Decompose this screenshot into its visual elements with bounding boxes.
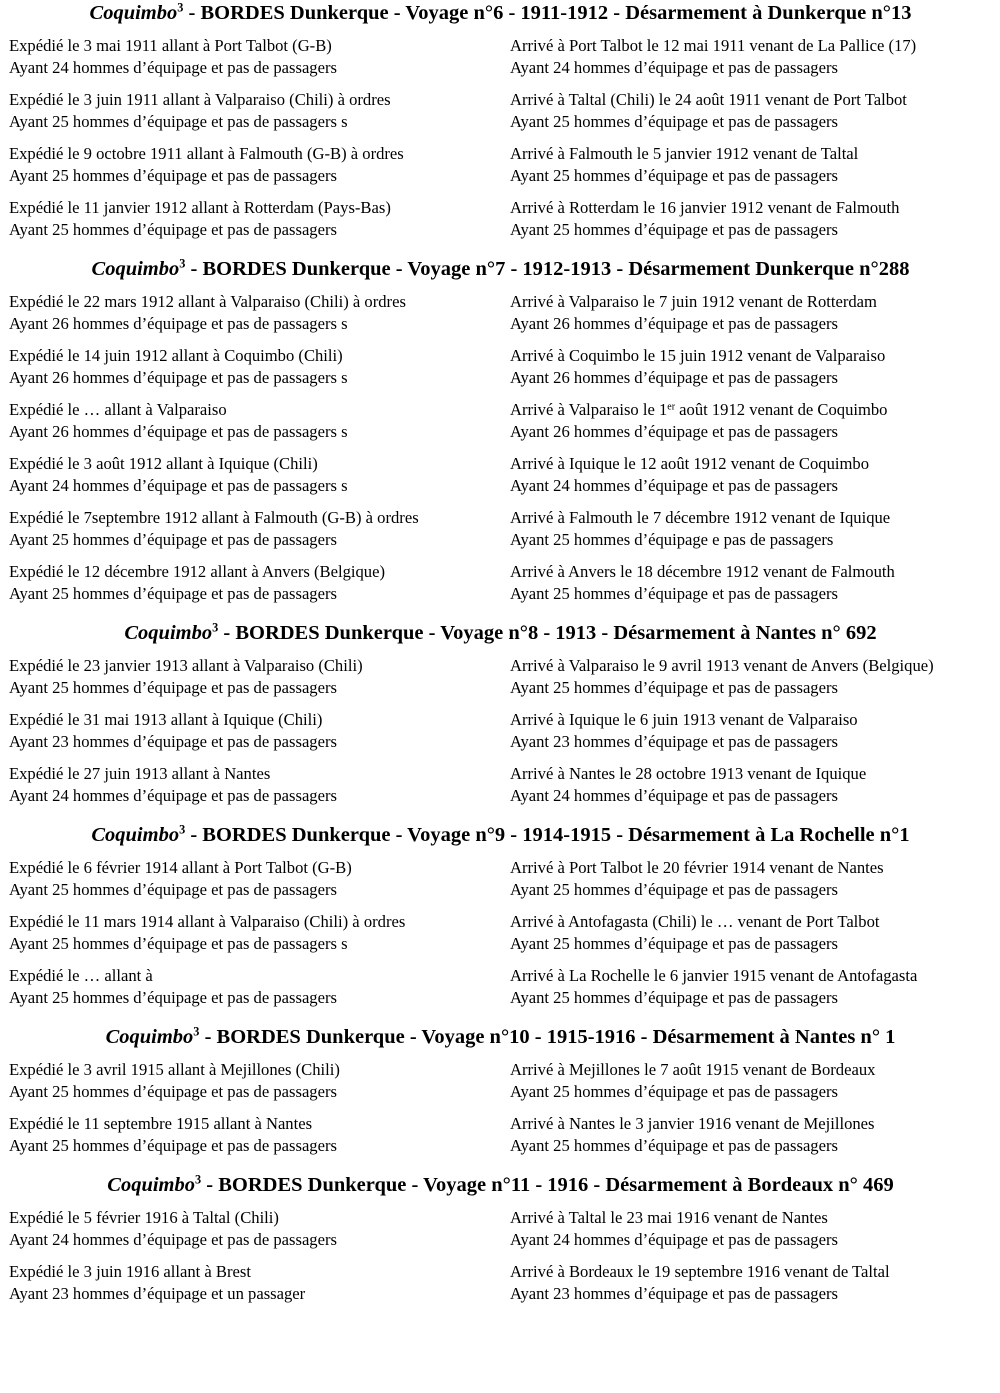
voyage-section bbox=[9, 822, 1000, 1009]
crew-line: Ayant 24 hommes d’équipage et pas de passagers bbox=[510, 58, 838, 77]
departure-line: Expédié le 22 mars 1912 allant à Valparaiso (Chili) à ordres bbox=[9, 292, 406, 311]
ship-number-superscript: 3 bbox=[195, 1172, 202, 1187]
voyage-title bbox=[9, 1024, 1000, 1051]
voyage-entries bbox=[9, 655, 1000, 807]
arrival-entry bbox=[510, 1261, 1000, 1305]
arrival-entry bbox=[510, 143, 1000, 187]
arrival-entry bbox=[510, 857, 1000, 901]
crew-line: Ayant 26 hommes d’équipage et pas de passagers bbox=[510, 314, 838, 333]
voyage-title-text: - BORDES Dunkerque - Voyage n°11 - 1916 - Désarmement à Bordeaux n° 469 bbox=[201, 1174, 894, 1196]
arrival-entry bbox=[510, 561, 1000, 605]
voyage-entry-row bbox=[9, 1261, 1000, 1305]
arrival-entry bbox=[510, 763, 1000, 807]
crew-line: Ayant 25 hommes d’équipage e pas de passagers bbox=[510, 530, 834, 549]
departure-line: Expédié le 3 avril 1915 allant à Mejillones (Chili) bbox=[9, 1060, 340, 1079]
arrival-line: Arrivé à Valparaiso le 7 juin 1912 venant de Rotterdam bbox=[510, 292, 877, 311]
voyage-entry-row bbox=[9, 655, 1000, 699]
departure-entry bbox=[9, 763, 510, 807]
departure-entry bbox=[9, 399, 510, 443]
ship-number-superscript: 3 bbox=[179, 256, 186, 271]
arrival-entry bbox=[510, 709, 1000, 753]
voyage-entry-row bbox=[9, 507, 1000, 551]
arrival-line: Arrivé à Port Talbot le 12 mai 1911 venant de La Pallice (17) bbox=[510, 36, 917, 55]
arrival-line: Arrivé à Valparaiso le 1er août 1912 venant de Coquimbo bbox=[510, 400, 888, 419]
departure-entry bbox=[9, 965, 510, 1009]
voyage-title bbox=[9, 256, 1000, 283]
voyage-title-text: - BORDES Dunkerque - Voyage n°8 - 1913 - Désarmement à Nantes n° 692 bbox=[218, 622, 877, 644]
arrival-line: Arrivé à Falmouth le 7 décembre 1912 venant de Iquique bbox=[510, 508, 891, 527]
arrival-line: Arrivé à Taltal (Chili) le 24 août 1911 venant de Port Talbot bbox=[510, 90, 907, 109]
crew-line: Ayant 25 hommes d’équipage et pas de passagers s bbox=[9, 112, 348, 131]
departure-entry bbox=[9, 143, 510, 187]
arrival-entry bbox=[510, 965, 1000, 1009]
departure-entry bbox=[9, 291, 510, 335]
crew-line: Ayant 26 hommes d’équipage et pas de passagers s bbox=[9, 422, 348, 441]
voyage-section bbox=[9, 1024, 1000, 1157]
voyage-section bbox=[9, 1172, 1000, 1305]
departure-entry bbox=[9, 345, 510, 389]
arrival-line: Arrivé à Nantes le 3 janvier 1916 venant de Mejillones bbox=[510, 1114, 875, 1133]
arrival-entry bbox=[510, 35, 1000, 79]
crew-line: Ayant 24 hommes d’équipage et pas de passagers bbox=[9, 1230, 337, 1249]
ship-number-superscript: 3 bbox=[177, 0, 184, 15]
voyage-entry-row bbox=[9, 291, 1000, 335]
voyage-section bbox=[9, 256, 1000, 605]
departure-entry bbox=[9, 911, 510, 955]
voyage-entries bbox=[9, 857, 1000, 1009]
arrival-entry bbox=[510, 911, 1000, 955]
voyage-entries bbox=[9, 35, 1000, 241]
voyage-entry-row bbox=[9, 399, 1000, 443]
arrival-entry bbox=[510, 1059, 1000, 1103]
departure-entry bbox=[9, 561, 510, 605]
departure-line: Expédié le 9 octobre 1911 allant à Falmouth (G-B) à ordres bbox=[9, 144, 404, 163]
departure-entry bbox=[9, 89, 510, 133]
ship-number-superscript: 3 bbox=[179, 822, 186, 837]
ship-number-superscript: 3 bbox=[212, 620, 219, 635]
departure-entry bbox=[9, 197, 510, 241]
arrival-entry bbox=[510, 197, 1000, 241]
crew-line: Ayant 25 hommes d’équipage et pas de passagers bbox=[510, 678, 838, 697]
arrival-line: Arrivé à Anvers le 18 décembre 1912 venant de Falmouth bbox=[510, 562, 895, 581]
departure-entry bbox=[9, 453, 510, 497]
departure-line: Expédié le 11 janvier 1912 allant à Rotterdam (Pays-Bas) bbox=[9, 198, 391, 217]
voyage-entries bbox=[9, 1207, 1000, 1305]
crew-line: Ayant 25 hommes d’équipage et pas de passagers bbox=[9, 1136, 337, 1155]
departure-line: Expédié le 23 janvier 1913 allant à Valparaiso (Chili) bbox=[9, 656, 363, 675]
arrival-line: Arrivé à Port Talbot le 20 février 1914 venant de Nantes bbox=[510, 858, 884, 877]
voyage-entry-row bbox=[9, 143, 1000, 187]
arrival-entry bbox=[510, 453, 1000, 497]
ship-name: Coquimbo bbox=[89, 2, 178, 24]
crew-line: Ayant 25 hommes d’équipage et pas de passagers bbox=[9, 220, 337, 239]
arrival-entry bbox=[510, 291, 1000, 335]
voyage-title bbox=[9, 620, 1000, 647]
arrival-line: Arrivé à Taltal le 23 mai 1916 venant de Nantes bbox=[510, 1208, 828, 1227]
crew-line: Ayant 25 hommes d’équipage et pas de passagers bbox=[9, 584, 337, 603]
departure-entry bbox=[9, 35, 510, 79]
departure-line: Expédié le 12 décembre 1912 allant à Anvers (Belgique) bbox=[9, 562, 385, 581]
arrival-line: Arrivé à Valparaiso le 9 avril 1913 venant de Anvers (Belgique) bbox=[510, 656, 934, 675]
ship-name: Coquimbo bbox=[105, 1026, 194, 1048]
arrival-line: Arrivé à Antofagasta (Chili) le … venant de Port Talbot bbox=[510, 912, 880, 931]
departure-line: Expédié le 6 février 1914 allant à Port Talbot (G-B) bbox=[9, 858, 352, 877]
departure-entry bbox=[9, 857, 510, 901]
departure-entry bbox=[9, 507, 510, 551]
arrival-line: Arrivé à Rotterdam le 16 janvier 1912 venant de Falmouth bbox=[510, 198, 900, 217]
crew-line: Ayant 25 hommes d’équipage et pas de passagers bbox=[9, 880, 337, 899]
departure-line: Expédié le 3 juin 1916 allant à Brest bbox=[9, 1262, 251, 1281]
departure-line: Expédié le 11 septembre 1915 allant à Nantes bbox=[9, 1114, 313, 1133]
voyage-entry-row bbox=[9, 965, 1000, 1009]
crew-line: Ayant 26 hommes d’équipage et pas de passagers bbox=[510, 422, 838, 441]
departure-line: Expédié le 14 juin 1912 allant à Coquimbo (Chili) bbox=[9, 346, 343, 365]
departure-line: Expédié le 3 juin 1911 allant à Valparaiso (Chili) à ordres bbox=[9, 90, 391, 109]
crew-line: Ayant 25 hommes d’équipage et pas de passagers bbox=[9, 678, 337, 697]
departure-entry bbox=[9, 1059, 510, 1103]
crew-line: Ayant 23 hommes d’équipage et pas de passagers bbox=[510, 1284, 838, 1303]
voyage-title-text: - BORDES Dunkerque - Voyage n°10 - 1915-1916 - Désarmement à Nantes n° 1 bbox=[199, 1026, 896, 1048]
departure-line: Expédié le 27 juin 1913 allant à Nantes bbox=[9, 764, 271, 783]
voyage-entry-row bbox=[9, 763, 1000, 807]
arrival-line: Arrivé à Falmouth le 5 janvier 1912 venant de Taltal bbox=[510, 144, 859, 163]
crew-line: Ayant 25 hommes d’équipage et pas de passagers bbox=[510, 1136, 838, 1155]
voyage-entry-row bbox=[9, 1059, 1000, 1103]
crew-line: Ayant 24 hommes d’équipage et pas de passagers bbox=[9, 58, 337, 77]
crew-line: Ayant 25 hommes d’équipage et pas de passagers bbox=[510, 584, 838, 603]
crew-line: Ayant 26 hommes d’équipage et pas de passagers s bbox=[9, 368, 348, 387]
voyage-section bbox=[9, 0, 1000, 241]
crew-line: Ayant 26 hommes d’équipage et pas de passagers s bbox=[9, 314, 348, 333]
arrival-line: Arrivé à Mejillones le 7 août 1915 venant de Bordeaux bbox=[510, 1060, 876, 1079]
departure-line: Expédié le 7septembre 1912 allant à Falmouth (G-B) à ordres bbox=[9, 508, 419, 527]
departure-entry bbox=[9, 709, 510, 753]
ship-name: Coquimbo bbox=[91, 824, 180, 846]
crew-line: Ayant 25 hommes d’équipage et pas de passagers bbox=[510, 988, 838, 1007]
voyage-entry-row bbox=[9, 453, 1000, 497]
crew-line: Ayant 24 hommes d’équipage et pas de passagers s bbox=[9, 476, 348, 495]
crew-line: Ayant 24 hommes d’équipage et pas de passagers bbox=[9, 786, 337, 805]
arrival-line: Arrivé à Coquimbo le 15 juin 1912 venant de Valparaiso bbox=[510, 346, 886, 365]
crew-line: Ayant 24 hommes d’équipage et pas de passagers bbox=[510, 786, 838, 805]
crew-line: Ayant 23 hommes d’équipage et pas de passagers bbox=[9, 732, 337, 751]
voyage-entry-row bbox=[9, 857, 1000, 901]
voyage-entry-row bbox=[9, 561, 1000, 605]
voyage-entry-row bbox=[9, 89, 1000, 133]
crew-line: Ayant 26 hommes d’équipage et pas de passagers bbox=[510, 368, 838, 387]
voyage-entry-row bbox=[9, 1207, 1000, 1251]
ship-name: Coquimbo bbox=[124, 622, 213, 644]
voyage-entries bbox=[9, 1059, 1000, 1157]
departure-line: Expédié le … allant à bbox=[9, 966, 153, 985]
arrival-line: Arrivé à Nantes le 28 octobre 1913 venant de Iquique bbox=[510, 764, 867, 783]
crew-line: Ayant 25 hommes d’équipage et pas de passagers bbox=[9, 530, 337, 549]
voyage-entry-row bbox=[9, 1113, 1000, 1157]
departure-entry bbox=[9, 1261, 510, 1305]
voyage-entries bbox=[9, 291, 1000, 605]
ship-name: Coquimbo bbox=[107, 1174, 195, 1196]
arrival-entry bbox=[510, 1207, 1000, 1251]
voyage-entry-row bbox=[9, 35, 1000, 79]
departure-line: Expédié le 3 août 1912 allant à Iquique (Chili) bbox=[9, 454, 318, 473]
arrival-entry bbox=[510, 399, 1000, 443]
voyage-entry-row bbox=[9, 911, 1000, 955]
crew-line: Ayant 23 hommes d’équipage et pas de passagers bbox=[510, 732, 838, 751]
voyage-entry-row bbox=[9, 345, 1000, 389]
crew-line: Ayant 25 hommes d’équipage et pas de passagers bbox=[510, 1082, 838, 1101]
arrival-line: Arrivé à Iquique le 12 août 1912 venant de Coquimbo bbox=[510, 454, 869, 473]
crew-line: Ayant 25 hommes d’équipage et pas de passagers bbox=[510, 934, 838, 953]
departure-entry bbox=[9, 1113, 510, 1157]
departure-line: Expédié le … allant à Valparaiso bbox=[9, 400, 227, 419]
voyage-entry-row bbox=[9, 197, 1000, 241]
voyage-title bbox=[9, 822, 1000, 849]
crew-line: Ayant 25 hommes d’équipage et pas de passagers bbox=[510, 880, 838, 899]
ordinal-superscript: er bbox=[667, 401, 676, 413]
crew-line: Ayant 25 hommes d’équipage et pas de passagers s bbox=[9, 934, 348, 953]
arrival-line: Arrivé à Bordeaux le 19 septembre 1916 venant de Taltal bbox=[510, 1262, 890, 1281]
voyage-section bbox=[9, 620, 1000, 807]
voyage-title-text: - BORDES Dunkerque - Voyage n°7 - 1912-1913 - Désarmement Dunkerque n°288 bbox=[185, 258, 910, 280]
arrival-entry bbox=[510, 1113, 1000, 1157]
arrival-entry bbox=[510, 345, 1000, 389]
crew-line: Ayant 25 hommes d’équipage et pas de passagers bbox=[510, 166, 838, 185]
arrival-entry bbox=[510, 89, 1000, 133]
arrival-line: Arrivé à La Rochelle le 6 janvier 1915 venant de Antofagasta bbox=[510, 966, 918, 985]
voyage-title-text: - BORDES Dunkerque - Voyage n°9 - 1914-1915 - Désarmement à La Rochelle n°1 bbox=[185, 824, 910, 846]
voyage-entry-row bbox=[9, 709, 1000, 753]
arrival-entry bbox=[510, 507, 1000, 551]
crew-line: Ayant 24 hommes d’équipage et pas de passagers bbox=[510, 476, 838, 495]
departure-entry bbox=[9, 655, 510, 699]
crew-line: Ayant 25 hommes d’équipage et pas de passagers bbox=[9, 988, 337, 1007]
ship-name: Coquimbo bbox=[91, 258, 180, 280]
crew-line: Ayant 25 hommes d’équipage et pas de passagers bbox=[9, 166, 337, 185]
departure-line: Expédié le 11 mars 1914 allant à Valparaiso (Chili) à ordres bbox=[9, 912, 406, 931]
voyage-title bbox=[9, 1172, 1000, 1199]
crew-line: Ayant 25 hommes d’équipage et pas de passagers bbox=[9, 1082, 337, 1101]
departure-entry bbox=[9, 1207, 510, 1251]
voyage-title bbox=[9, 0, 1000, 27]
departure-line: Expédié le 5 février 1916 à Taltal (Chili) bbox=[9, 1208, 279, 1227]
departure-line: Expédié le 31 mai 1913 allant à Iquique (Chili) bbox=[9, 710, 323, 729]
ship-number-superscript: 3 bbox=[193, 1024, 200, 1039]
departure-line: Expédié le 3 mai 1911 allant à Port Talbot (G-B) bbox=[9, 36, 332, 55]
arrival-entry bbox=[510, 655, 1000, 699]
crew-line: Ayant 25 hommes d’équipage et pas de passagers bbox=[510, 220, 838, 239]
crew-line: Ayant 25 hommes d’équipage et pas de passagers bbox=[510, 112, 838, 131]
arrival-line: Arrivé à Iquique le 6 juin 1913 venant de Valparaiso bbox=[510, 710, 858, 729]
crew-line: Ayant 24 hommes d’équipage et pas de passagers bbox=[510, 1230, 838, 1249]
voyage-title-text: - BORDES Dunkerque - Voyage n°6 - 1911-1912 - Désarmement à Dunkerque n°13 bbox=[183, 2, 912, 24]
crew-line: Ayant 23 hommes d’équipage et un passager bbox=[9, 1284, 306, 1303]
